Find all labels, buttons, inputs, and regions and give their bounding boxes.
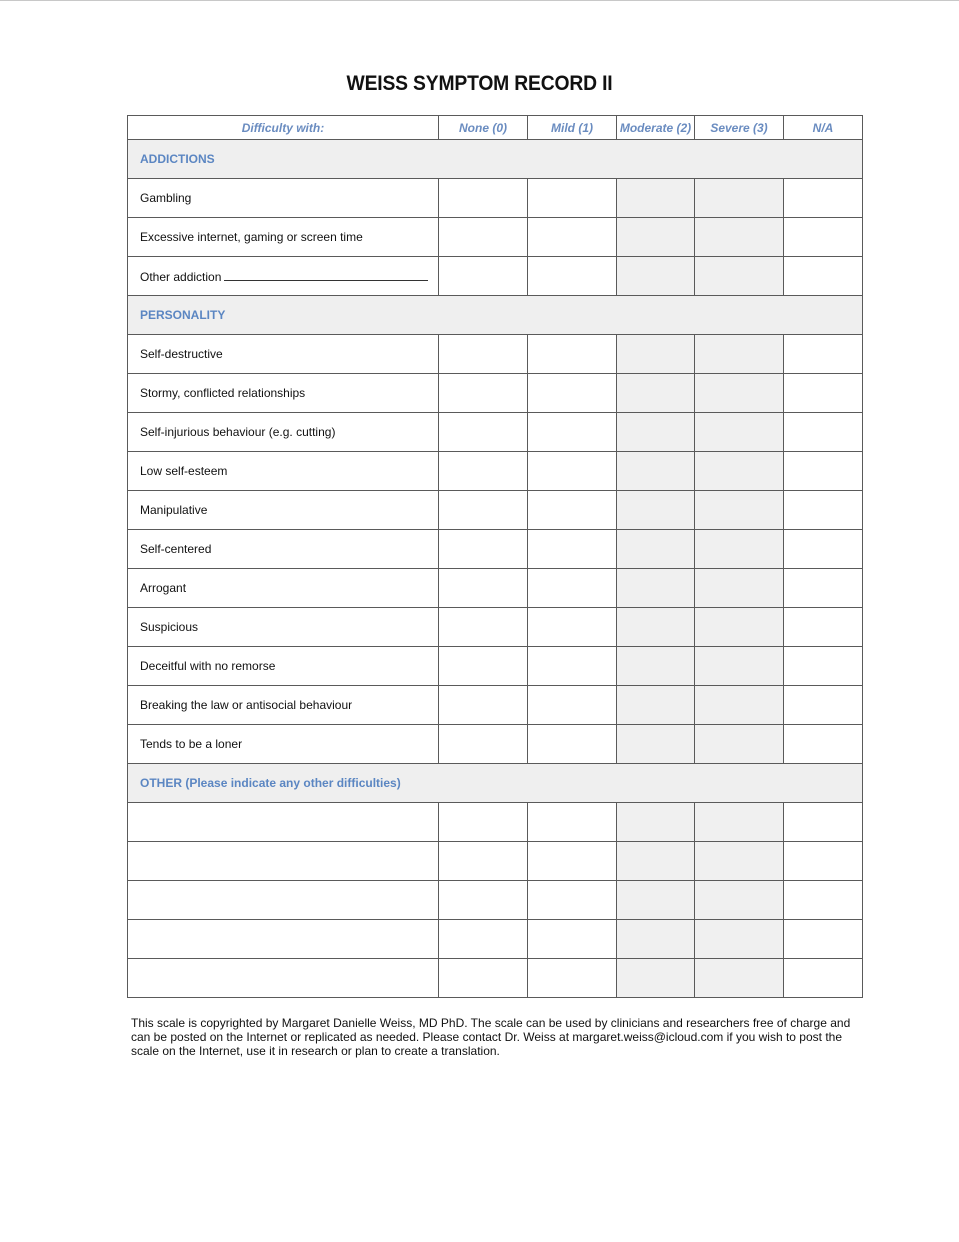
symptom-row [128,959,863,998]
symptom-row [128,413,863,452]
column-header-moderate: Moderate (2) [617,116,695,140]
rating-cell-severe[interactable] [695,452,784,491]
symptom-table [127,115,863,998]
symptom-label-text: Gambling [140,191,192,205]
symptom-label [128,725,439,764]
symptom-row [128,725,863,764]
page-top-rule [0,0,959,1]
rating-cell-severe[interactable] [695,959,784,998]
rating-cell-moderate[interactable] [617,920,695,959]
rating-cell-moderate[interactable] [617,647,695,686]
symptom-row [128,686,863,725]
rating-cell-severe[interactable] [695,608,784,647]
rating-cell-mild[interactable] [528,881,617,920]
rating-cell-mild[interactable] [528,452,617,491]
symptom-label [128,647,439,686]
rating-cell-none[interactable] [439,842,528,881]
section-heading: ADDICTIONS [128,140,863,179]
rating-cell-severe[interactable] [695,257,784,296]
rating-cell-moderate[interactable] [617,569,695,608]
symptom-row [128,179,863,218]
rating-cell-severe[interactable] [695,920,784,959]
table-header-row [128,116,863,140]
rating-cell-moderate[interactable] [617,608,695,647]
rating-cell-na[interactable] [784,179,863,218]
symptom-label [128,335,439,374]
symptom-label [128,179,439,218]
symptom-row [128,335,863,374]
section-row [128,296,863,335]
rating-cell-severe[interactable] [695,569,784,608]
symptom-label [128,569,439,608]
symptom-row [128,881,863,920]
symptom-label[interactable] [128,842,439,881]
rating-cell-moderate[interactable] [617,413,695,452]
symptom-label-text: Breaking the law or antisocial behaviour [140,698,353,712]
rating-cell-na[interactable] [784,452,863,491]
rating-cell-none[interactable] [439,530,528,569]
symptom-label-text: Excessive internet, gaming or screen time [140,230,363,244]
rating-cell-na[interactable] [784,374,863,413]
rating-cell-severe[interactable] [695,491,784,530]
rating-cell-mild[interactable] [528,803,617,842]
rating-cell-none[interactable] [439,452,528,491]
rating-cell-moderate[interactable] [617,842,695,881]
rating-cell-mild[interactable] [528,686,617,725]
rating-cell-none[interactable] [439,608,528,647]
column-header-severe: Severe (3) [695,116,784,140]
rating-cell-none[interactable] [439,179,528,218]
rating-cell-none[interactable] [439,686,528,725]
rating-cell-mild[interactable] [528,218,617,257]
rating-cell-mild[interactable] [528,335,617,374]
form-title: WEISS SYMPTOM RECORD II [346,72,613,95]
rating-cell-mild[interactable] [528,413,617,452]
rating-cell-na[interactable] [784,530,863,569]
rating-cell-na[interactable] [784,686,863,725]
rating-cell-severe[interactable] [695,218,784,257]
rating-cell-moderate[interactable] [617,218,695,257]
section-heading: OTHER (Please indicate any other difficulties) [128,764,863,803]
copyright-footer: This scale is copyrighted by Margaret Danielle Weiss, MD PhD. The scale can be used by clinicians and researchers free of charge and can be posted on the Internet or replicated as needed. Please contact Dr. Weiss at margaret.weiss@icloud.com if you wish to post the scale on the Internet, use it in research or plan to create a translation. [131,1016,851,1058]
rating-cell-moderate[interactable] [617,374,695,413]
rating-cell-na[interactable] [784,881,863,920]
rating-cell-severe[interactable] [695,803,784,842]
symptom-row [128,374,863,413]
symptom-label [128,452,439,491]
rating-cell-mild[interactable] [528,608,617,647]
symptom-label[interactable] [128,881,439,920]
symptom-label[interactable] [128,803,439,842]
symptom-row [128,452,863,491]
rating-cell-moderate[interactable] [617,686,695,725]
rating-cell-na[interactable] [784,491,863,530]
rating-cell-none[interactable] [439,569,528,608]
rating-cell-none[interactable] [439,647,528,686]
symptom-label-text: Other addiction [140,269,222,284]
symptom-row [128,647,863,686]
rating-cell-na[interactable] [784,413,863,452]
symptom-label-text: Deceitful with no remorse [140,659,276,673]
rating-cell-moderate[interactable] [617,179,695,218]
rating-cell-severe[interactable] [695,686,784,725]
symptom-label [128,374,439,413]
other-addiction-write-in-line[interactable] [224,269,428,281]
rating-cell-severe[interactable] [695,530,784,569]
rating-cell-severe[interactable] [695,647,784,686]
symptom-label-text: Self-injurious behaviour (e.g. cutting) [140,425,336,439]
symptom-label-text: Self-destructive [140,347,223,361]
symptom-label [128,491,439,530]
symptom-row [128,842,863,881]
rating-cell-moderate[interactable] [617,452,695,491]
rating-cell-severe[interactable] [695,842,784,881]
rating-cell-moderate[interactable] [617,725,695,764]
rating-cell-na[interactable] [784,608,863,647]
rating-cell-severe[interactable] [695,413,784,452]
symptom-label-text: Manipulative [140,503,208,517]
symptom-label [128,257,439,296]
rating-cell-none[interactable] [439,413,528,452]
rating-cell-mild[interactable] [528,530,617,569]
symptom-row [128,608,863,647]
symptom-row [128,569,863,608]
symptom-label[interactable] [128,920,439,959]
rating-cell-na[interactable] [784,218,863,257]
rating-cell-moderate[interactable] [617,881,695,920]
symptom-label-text: Arrogant [140,581,187,595]
rating-cell-na[interactable] [784,725,863,764]
rating-cell-mild[interactable] [528,725,617,764]
rating-cell-na[interactable] [784,647,863,686]
symptom-row [128,218,863,257]
column-header-mild: Mild (1) [528,116,617,140]
rating-cell-mild[interactable] [528,959,617,998]
rating-cell-moderate[interactable] [617,803,695,842]
column-header-na: N/A [784,116,863,140]
symptom-row [128,920,863,959]
rating-cell-mild[interactable] [528,569,617,608]
symptom-label[interactable] [128,959,439,998]
symptom-label [128,218,439,257]
rating-cell-none[interactable] [439,881,528,920]
symptom-label [128,608,439,647]
rating-cell-none[interactable] [439,218,528,257]
rating-cell-na[interactable] [784,335,863,374]
rating-cell-none[interactable] [439,920,528,959]
rating-cell-none[interactable] [439,725,528,764]
rating-cell-mild[interactable] [528,647,617,686]
rating-cell-na[interactable] [784,920,863,959]
rating-cell-moderate[interactable] [617,491,695,530]
rating-cell-severe[interactable] [695,374,784,413]
rating-cell-moderate[interactable] [617,530,695,569]
rating-cell-mild[interactable] [528,920,617,959]
rating-cell-none[interactable] [439,491,528,530]
rating-cell-na[interactable] [784,959,863,998]
rating-cell-severe[interactable] [695,881,784,920]
symptom-label-text: Self-centered [140,542,212,556]
rating-cell-na[interactable] [784,842,863,881]
rating-cell-moderate[interactable] [617,257,695,296]
symptom-label [128,413,439,452]
column-header-difficulty: Difficulty with: [128,116,439,140]
symptom-label [128,686,439,725]
rating-cell-moderate[interactable] [617,959,695,998]
section-row [128,140,863,179]
symptom-row [128,491,863,530]
symptom-label-text: Stormy, conflicted relationships [140,386,306,400]
rating-cell-none[interactable] [439,803,528,842]
symptom-row [128,257,863,296]
rating-cell-na[interactable] [784,257,863,296]
rating-cell-none[interactable] [439,959,528,998]
rating-cell-severe[interactable] [695,179,784,218]
rating-cell-mild[interactable] [528,374,617,413]
section-heading: PERSONALITY [128,296,863,335]
rating-cell-moderate[interactable] [617,335,695,374]
symptom-row [128,803,863,842]
rating-cell-mild[interactable] [528,257,617,296]
symptom-row [128,530,863,569]
column-header-none: None (0) [439,116,528,140]
rating-cell-mild[interactable] [528,842,617,881]
rating-cell-severe[interactable] [695,335,784,374]
symptom-label-text: Tends to be a loner [140,737,243,751]
rating-cell-na[interactable] [784,803,863,842]
rating-cell-na[interactable] [784,569,863,608]
section-row [128,764,863,803]
symptom-label [128,530,439,569]
symptom-label-text: Suspicious [140,620,199,634]
rating-cell-mild[interactable] [528,491,617,530]
rating-cell-none[interactable] [439,257,528,296]
rating-cell-none[interactable] [439,374,528,413]
rating-cell-severe[interactable] [695,725,784,764]
rating-cell-none[interactable] [439,335,528,374]
symptom-label-text: Low self-esteem [140,464,228,478]
rating-cell-mild[interactable] [528,179,617,218]
